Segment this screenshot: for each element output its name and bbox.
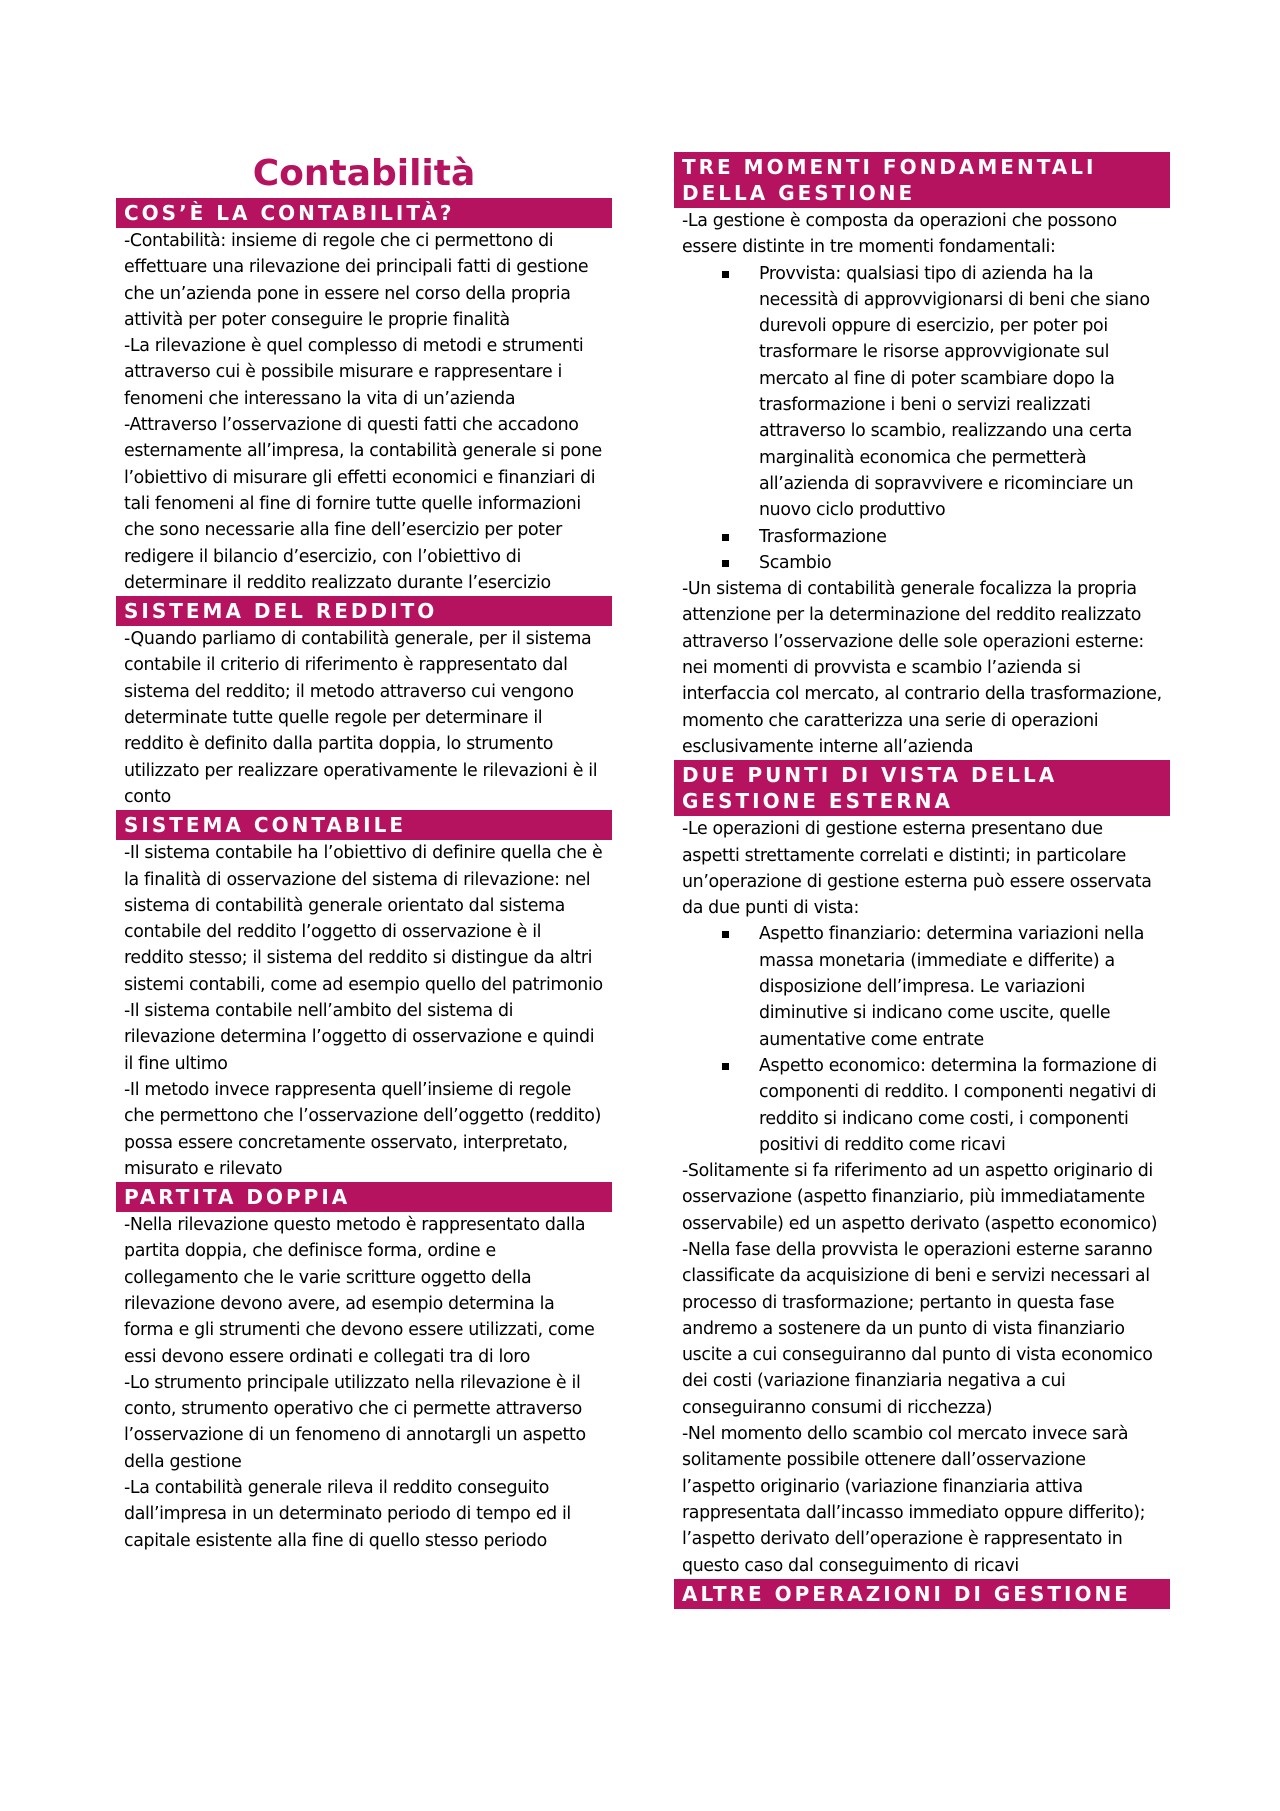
bullet-list: [674, 921, 1170, 1158]
paragraph: -Nel momento dello scambio col mercato invece sarà solitamente possibile ottenere dall’osservazione l’aspetto originario (variazione finanziaria attiva rappresentata dall’incasso immediato oppure differito); l’aspetto derivato dell’operazione è rappresentato in questo caso dal conseguimento di ricavi: [682, 1424, 1146, 1576]
square-bullet-icon: [722, 1063, 729, 1070]
square-bullet-icon: [722, 931, 729, 938]
section-heading-sistema-contabile: SISTEMA CONTABILE: [116, 810, 612, 840]
bullet-text: Trasformazione: [759, 526, 887, 547]
page-title: Contabilità: [252, 153, 476, 194]
bullet-item: [759, 550, 1162, 576]
bullet-text: Scambio: [759, 552, 832, 573]
section-heading-due-punti-di-vista-della-gestione-esterna: DUE PUNTI DI VISTA DELLA GESTIONE ESTERNA: [674, 760, 1170, 816]
section-heading-sistema-del-reddito: SISTEMA DEL REDDITO: [116, 596, 612, 626]
paragraph: -Il sistema contabile ha l’obiettivo di definire quella che è la finalità di osservazione del sistema di rilevazione: nel sistema di contabilità generale orientato dal sistema contabile del reddito l’oggetto di osservazione è il reddito stesso; il sistema del reddito si distingue da altri sistemi contabili, come ad esempio quello del patrimonio: [124, 843, 603, 995]
section-heading-tre-momenti-fondamentali-della-gestione: TRE MOMENTI FONDAMENTALI DELLA GESTIONE: [674, 152, 1170, 208]
paragraph: -Il metodo invece rappresenta quell’insieme di regole che permettono che l’osservazione dell’oggetto (reddito) possa essere concretamente osservato, interpretato, misurato e rilevato: [124, 1079, 602, 1179]
paragraph: -Quando parliamo di contabilità generale, per il sistema contabile il criterio di riferimento è rappresentato dal sistema del reddito; il metodo attraverso cui vengono determinate tutte quelle regole per determinare il reddito è definito dalla partita doppia, lo strumento utilizzato per realizzare operativamente le rilevazioni è il conto: [124, 629, 598, 807]
bullet-text: Aspetto finanziario: determina variazioni nella massa monetaria (immediate e differite) a disposizione dell’impresa. Le variazioni diminutive si indicano come uscite, quelle aumentative come entrate: [759, 924, 1145, 1050]
section-heading-partita-doppia: PARTITA DOPPIA: [116, 1182, 612, 1212]
bullet-item: [759, 1053, 1162, 1158]
bullet-list: [674, 261, 1170, 577]
paragraph: -Il sistema contabile nell’ambito del sistema di rilevazione determina l’oggetto di osservazione e quindi il fine ultimo: [124, 1001, 595, 1074]
paragraph: -Lo strumento principale utilizzato nella rilevazione è il conto, strumento operativo che ci permette attraverso l’osservazione di un fenomeno di annotargli un aspetto della gestione: [124, 1372, 586, 1472]
paragraph: -La rilevazione è quel complesso di metodi e strumenti attraverso cui è possibile misurare e rappresentare i fenomeni che interessano la vita di un’azienda: [124, 336, 584, 409]
paragraph: -La contabilità generale rileva il reddito conseguito dall’impresa in un determinato periodo di tempo ed il capitale esistente alla fine di quello stesso periodo: [124, 1478, 571, 1551]
paragraph: -Nella fase della provvista le operazioni esterne saranno classificate da acquisizione di beni e servizi necessari al processo di trasformazione; pertanto in questa fase andremo a sostenere da un punto di vista finanziario uscite a cui conseguiranno dal punto di vista economico dei costi (variazione finanziaria negativa a cui conseguiranno consumi di ricchezza): [682, 1239, 1153, 1418]
paragraph: -Solitamente si fa riferimento ad un aspetto originario di osservazione (aspetto finanziario, più immediatamente osservabile) ed un aspetto derivato (aspetto economico): [682, 1161, 1158, 1234]
bullet-item: [759, 524, 1162, 550]
section-heading-cos-e-la-contabilita: COS’È LA CONTABILITÀ?: [116, 198, 612, 228]
paragraph: -Nella rilevazione questo metodo è rappresentato dalla partita doppia, che definisce forma, ordine e collegamento che le varie scritture oggetto della rilevazione devono avere, ad esempio determina la forma e gli strumenti che devono essere utilizzati, come essi devono essere ordinati e collegati tra di loro: [124, 1215, 595, 1367]
paragraph: -Un sistema di contabilità generale focalizza la propria attenzione per la determinazione del reddito realizzato attraverso l’osservazione delle sole operazioni esterne: nei momenti di provvista e scambio l’azienda si interfaccia col mercato, al contrario della trasformazione, momento che caratterizza una serie di operazioni esclusivamente interne all’azienda: [682, 579, 1162, 757]
paragraph: -Attraverso l’osservazione di questi fatti che accadono esternamente all’impresa, la contabilità generale si pone l’obiettivo di misurare gli effetti economici e finanziari di tali fenomeni al fine di fornire tutte quelle informazioni che sono necessarie alla fine dell’esercizio per poter redigere il bilancio d’esercizio, con l’obiettivo di determinare il reddito realizzato durante l’esercizio: [124, 415, 602, 593]
section-intro: -Le operazioni di gestione esterna presentano due aspetti strettamente correlati e distinti; in particolare un’operazione di gestione esterna può essere osservata da due punti di vista:: [682, 819, 1152, 919]
section-intro: -La gestione è composta da operazioni che possono essere distinte in tre momenti fondamentali:: [682, 211, 1117, 258]
left-column: [116, 152, 612, 1554]
bullet-item: [759, 921, 1162, 1052]
right-column: [674, 152, 1170, 1609]
section-heading-altre-operazioni-di-gestione: ALTRE OPERAZIONI DI GESTIONE: [674, 1579, 1170, 1609]
bullet-text: Aspetto economico: determina la formazione di componenti di reddito. I componenti negativi di reddito si indicano come costi, i componenti positivi di reddito come ricavi: [759, 1055, 1157, 1155]
paragraph: -Contabilità: insieme di regole che ci permettono di effettuare una rilevazione dei principali fatti di gestione che un’azienda pone in essere nel corso della propria attività per poter conseguire le proprie finalità: [124, 231, 589, 330]
square-bullet-icon: [722, 534, 729, 541]
bullet-item: [759, 261, 1162, 524]
square-bullet-icon: [722, 560, 729, 567]
bullet-text: Provvista: qualsiasi tipo di azienda ha la necessità di approvvigionarsi di beni che siano durevoli oppure di esercizio, per poter poi trasformare le risorse approvvigionate sul mercato al fine di poter scambiare dopo la trasformazione i beni o servizi realizzati attraverso lo scambio, realizzando una certa marginalità economica che permetterà all’azienda di sopravvivere e ricominciare un nuovo ciclo produttivo: [759, 263, 1150, 521]
square-bullet-icon: [722, 271, 729, 278]
